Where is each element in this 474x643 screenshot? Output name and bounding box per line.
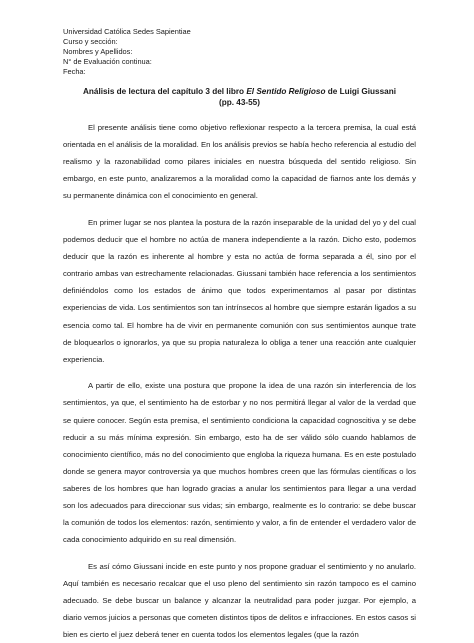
paragraph-3: A partir de ello, existe una postura que propone la idea de una razón sin interferencia de los sentimientos, ya que, el sentimiento ha de estorbar y no nos permitirá llegar al valor de la verdad que se quiere conocer. Según esta premisa, el sentimiento condiciona la capacidad cognoscitiva y se debe reducir a su más mínima expresión. Sin embargo, esto ha de ser válido sólo cuando hablamos de conocimiento científico, más no del conocimiento que engloba la riqueza humana. Es en este postulado donde se genera mayor controversia ya que muchos hombres creen que las fórmulas científicas o los saberes de los hombres que han logrado gracias a anular los sentimientos para llegar a una verdad son los adecuados para direccionar sus vidas; sin embargo, realmente es lo contrario: se debe buscar la comunión de todos los elementos: razón, sentimiento y valor, a fin de entender el verdadero valor de cada conocimiento adquirido en su real dimensión. bbox=[63, 381, 416, 545]
course-field: Curso y sección: bbox=[63, 37, 118, 46]
title-pages: (pp. 43-55) bbox=[219, 98, 260, 107]
name-field: Nombres y Apellidos: bbox=[63, 47, 133, 56]
title-line bbox=[63, 86, 416, 97]
university-name: Universidad Católica Sedes Sapientiae bbox=[63, 27, 191, 36]
title-suffix: de Luigi Giussani bbox=[325, 87, 396, 96]
paragraph-4: Es así cómo Giussani incide en este punto y nos propone graduar el sentimiento y no anularlo. Aquí también es necesario recalcar que el uso pleno del sentimiento sin razón tampoco es el camino adecuado. Se debe buscar un balance y alcanzar la neutralidad para poder juzgar. Por ejemplo, a diario vemos juicios a personas que cometen distintos tipos de delitos e infracciones. En estos casos si bien es cierto el juez deberá tener en cuenta todos los elementos legales (que la razón bbox=[63, 561, 416, 640]
paragraph-2: En primer lugar se nos plantea la postura de la razón inseparable de la unidad del yo y del cual podemos deducir que el hombre no actúa de manera independiente a la razón. Dicho esto, podemos deducir que la razón es inherente al hombre y esta no actúa de forma separada a él, sino por el contrario ambas van estrechamente relacionadas. Giussani también hace referencia a los sentimientos definiéndolos como los estados de ánimo que todos experimentamos al pasar por distintas experiencias de vida. Los sentimientos son tan intrínsecos al hombre que siempre estarán ligados a su esencia como tal. El hombre ha de vivir en permanente comunión con sus sentimientos aunque trate de bloquearlos o ignorarlos, ya que su propia naturaleza lo obliga a tener una reacción ante cualquier experiencia. bbox=[63, 217, 416, 364]
header-block bbox=[63, 27, 416, 77]
title-prefix: Análisis de lectura del capítulo 3 del libro bbox=[82, 87, 247, 96]
eval-number-field: N° de Evaluación continua: bbox=[63, 57, 152, 66]
book-title: El Sentido Religioso bbox=[246, 87, 326, 96]
paragraph-1: El presente análisis tiene como objetivo reflexionar respecto a la tercera premisa, la cual está orientada en el análisis de la moralidad. En los análisis previos se había hecho referencia al estudio del realismo y la razonabilidad como pilares iniciales en nuestra búsqueda del sentido religioso. Sin embargo, en este punto, analizaremos a la moralidad como la capacidad de fiarnos ante los demás y su permanente dinámica con el conocimiento en general. bbox=[63, 123, 416, 201]
document-title bbox=[63, 86, 416, 108]
date-field: Fecha: bbox=[63, 67, 86, 76]
